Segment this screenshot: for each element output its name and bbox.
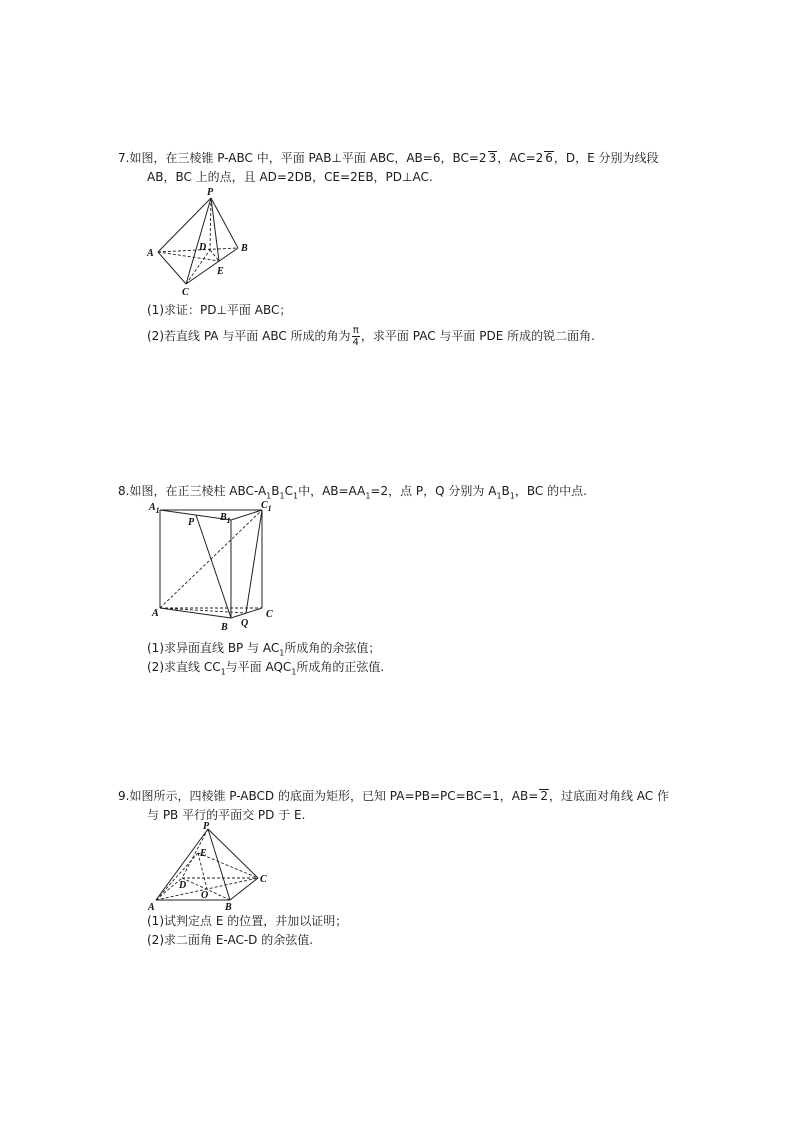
pyramid-diagram — [146, 820, 276, 912]
label-B: B — [225, 902, 232, 912]
label-A1: $A_1$ — [149, 502, 160, 515]
label-A: A — [148, 902, 155, 912]
label-P: P — [203, 821, 210, 832]
tetrahedron-diagram — [144, 188, 264, 298]
label-C: C — [260, 874, 267, 885]
problem-7-question-1: (1)求证：PD⊥平面 ABC； — [147, 303, 292, 317]
label-Q: Q — [241, 618, 249, 629]
problem-9-number: 9. — [118, 789, 130, 803]
sqrt-3: 3 — [488, 151, 497, 165]
label-E: E — [200, 848, 207, 859]
sqrt-2: 2 — [540, 789, 548, 803]
label-A: A — [152, 608, 159, 619]
label-D: D — [199, 242, 207, 253]
problem-7-figure — [144, 188, 264, 298]
problem-9-stem-line2: 与 PB 平行的平面交 PD 于 E. — [147, 808, 306, 822]
label-P: P — [207, 188, 214, 198]
problem-8-figure — [146, 498, 276, 638]
label-P: P — [188, 517, 195, 528]
label-B: B — [221, 622, 228, 633]
label-C: C — [266, 609, 273, 620]
problem-8-stem: 8.如图，在正三棱柱 ABC-$A_1B_1C_1$中，$AB=AA_1=2$，点 P，Q 分别为 $A_1B_1$，BC 的中点. — [118, 484, 587, 501]
label-C1: $C_1$ — [261, 500, 272, 513]
problem-8-number: 8. — [118, 484, 130, 498]
sqrt-6: 6 — [545, 151, 553, 165]
problem-8-question-1: (1)求异面直线 BP 与 $AC_1$所成角的余弦值； — [147, 641, 381, 658]
problem-7-stem-line2: AB，BC 上的点，且 AD=2DB，CE=2EB，PD⊥AC. — [147, 170, 433, 184]
problem-9-question-2: (2)求二面角 E-AC-D 的余弦值. — [147, 933, 314, 947]
problem-8-question-2: (2)求直线 $CC_1$与平面 $AQC_1$所成角的正弦值. — [147, 660, 385, 677]
label-A: A — [147, 248, 154, 259]
prism-diagram — [146, 498, 276, 638]
problem-7-number: 7. — [118, 151, 130, 165]
problem-9-stem-line1: 9.如图所示，四棱锥 P-ABCD 的底面为矩形，已知 PA=PB=PC=BC=1，AB= 2，过底面对角线 AC 作 — [118, 789, 669, 803]
problem-9-figure — [146, 820, 276, 912]
problem-7-stem-line1: 7.如图，在三棱锥 P-ABC 中，平面 PAB⊥平面 ABC，AB=6，BC=2 3，AC=2 6，D，E 分别为线段 — [118, 151, 659, 165]
fraction-pi-over-4: $\frac{\pi}{4}$ — [352, 325, 359, 348]
problem-9-question-1: (1)试判定点 E 的位置，并加以证明； — [147, 914, 348, 928]
label-D: D — [179, 880, 187, 891]
label-C: C — [182, 287, 189, 298]
label-B1: $B_1$ — [220, 512, 231, 525]
label-B: B — [241, 243, 248, 254]
label-O: O — [201, 890, 209, 901]
label-E: E — [217, 266, 224, 277]
problem-7-question-2: (2)若直线 PA 与平面 ABC 所成的角为 $\frac{\pi}{4}$ ，求平面 PAC 与平面 PDE 所成的锐二面角. — [147, 325, 595, 348]
